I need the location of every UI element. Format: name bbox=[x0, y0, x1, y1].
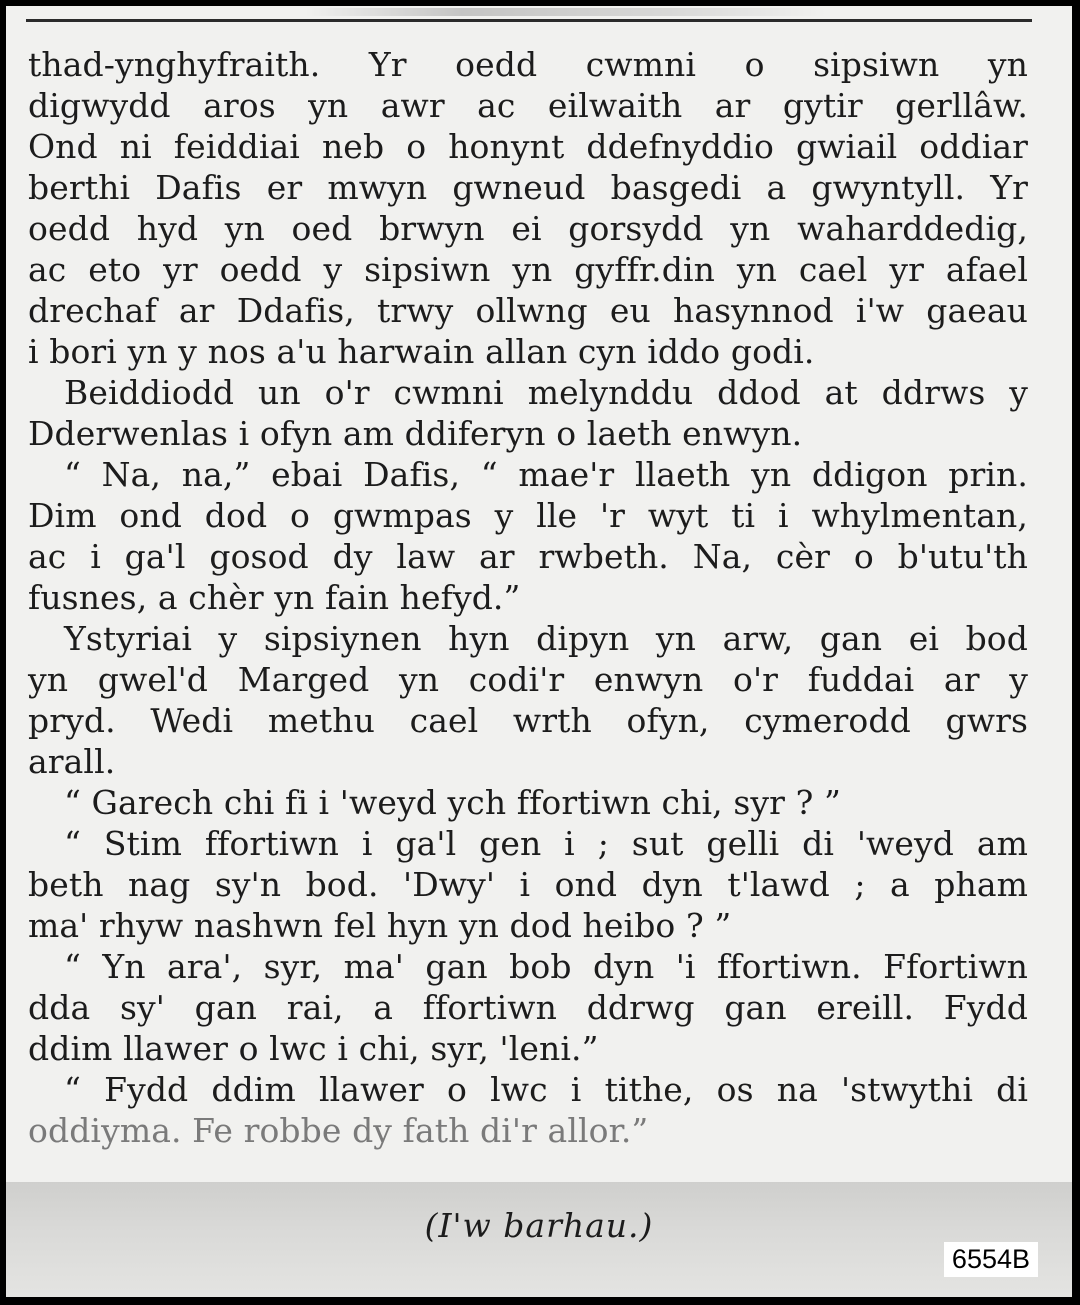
text-line: “ Garech chi fi i 'weyd ych ffortiwn chi, syr ? ” bbox=[64, 783, 841, 822]
text-line: pryd. Wedi methu cael wrth ofyn, cymerodd gwrs bbox=[28, 701, 1028, 740]
text-line: berthi Dafis er mwyn gwneud basgedi a gwyntyll. Yr bbox=[28, 168, 1028, 207]
text-line: ac eto yr oedd y sipsiwn yn gyffr.din yn cael yr afael bbox=[28, 250, 1028, 289]
text-line: “ Fydd ddim llawer o lwc i tithe, os na 'stwythi di bbox=[64, 1070, 1028, 1109]
text-line: digwydd aros yn awr ac eilwaith ar gytir gerllâw. bbox=[28, 86, 1028, 125]
text-line: oedd hyd yn oed brwyn ei gorsydd yn waharddedig, bbox=[28, 209, 1028, 248]
text-line: Dim ond dod o gwmpas y lle 'r wyt ti i whylmentan, bbox=[28, 496, 1028, 535]
continuation-note: (I'w barhau.) bbox=[424, 1206, 654, 1245]
text-line: yn gwel'd Marged yn codi'r enwyn o'r fuddai ar y bbox=[28, 660, 1028, 699]
article-column bbox=[28, 44, 1028, 1151]
newspaper-clipping bbox=[6, 6, 1072, 1297]
text-line: thad-ynghyfraith. Yr oedd cwmni o sipsiwn yn bbox=[28, 45, 1028, 84]
print-smudge bbox=[306, 8, 826, 16]
archive-reference-label: 6554B bbox=[944, 1242, 1038, 1277]
text-line: “ Yn ara', syr, ma' gan bob dyn 'i ffortiwn. Ffortiwn bbox=[64, 947, 1028, 986]
text-line: Ond ni feiddiai neb o honynt ddefnyddio gwiail oddiar bbox=[28, 127, 1028, 166]
text-line: Dderwenlas i ofyn am ddiferyn o laeth enwyn. bbox=[28, 414, 803, 453]
text-line: fusnes, a chèr yn fain hefyd.” bbox=[28, 578, 521, 617]
text-line: oddiyma. Fe robbe dy fath di'r allor.” bbox=[28, 1111, 649, 1150]
text-line: beth nag sy'n bod. 'Dwy' i ond dyn t'lawd ; a pham bbox=[28, 865, 1028, 904]
text-line: “ Na, na,” ebai Dafis, “ mae'r llaeth yn ddigon prin. bbox=[64, 455, 1028, 494]
text-line: arall. bbox=[28, 742, 116, 781]
text-line: ac i ga'l gosod dy law ar rwbeth. Na, cèr o b'utu'th bbox=[28, 537, 1028, 576]
text-line: ma' rhyw nashwn fel hyn yn dod heibo ? ” bbox=[28, 906, 732, 945]
text-line: i bori yn y nos a'u harwain allan cyn iddo godi. bbox=[28, 332, 815, 371]
text-line: dda sy' gan rai, a ffortiwn ddrwg gan ereill. Fydd bbox=[28, 988, 1028, 1027]
text-line: drechaf ar Ddafis, trwy ollwng eu hasynnod i'w gaeau bbox=[28, 291, 1028, 330]
text-line: Beiddiodd un o'r cwmni melynddu ddod at ddrws y bbox=[64, 373, 1028, 412]
text-line: “ Stim ffortiwn i ga'l gen i ; sut gelli di 'weyd am bbox=[64, 824, 1028, 863]
text-line: ddim llawer o lwc i chi, syr, 'leni.” bbox=[28, 1029, 599, 1068]
column-top-rule bbox=[26, 19, 1032, 22]
text-line: Ystyriai y sipsiynen hyn dipyn yn arw, gan ei bod bbox=[64, 619, 1028, 658]
